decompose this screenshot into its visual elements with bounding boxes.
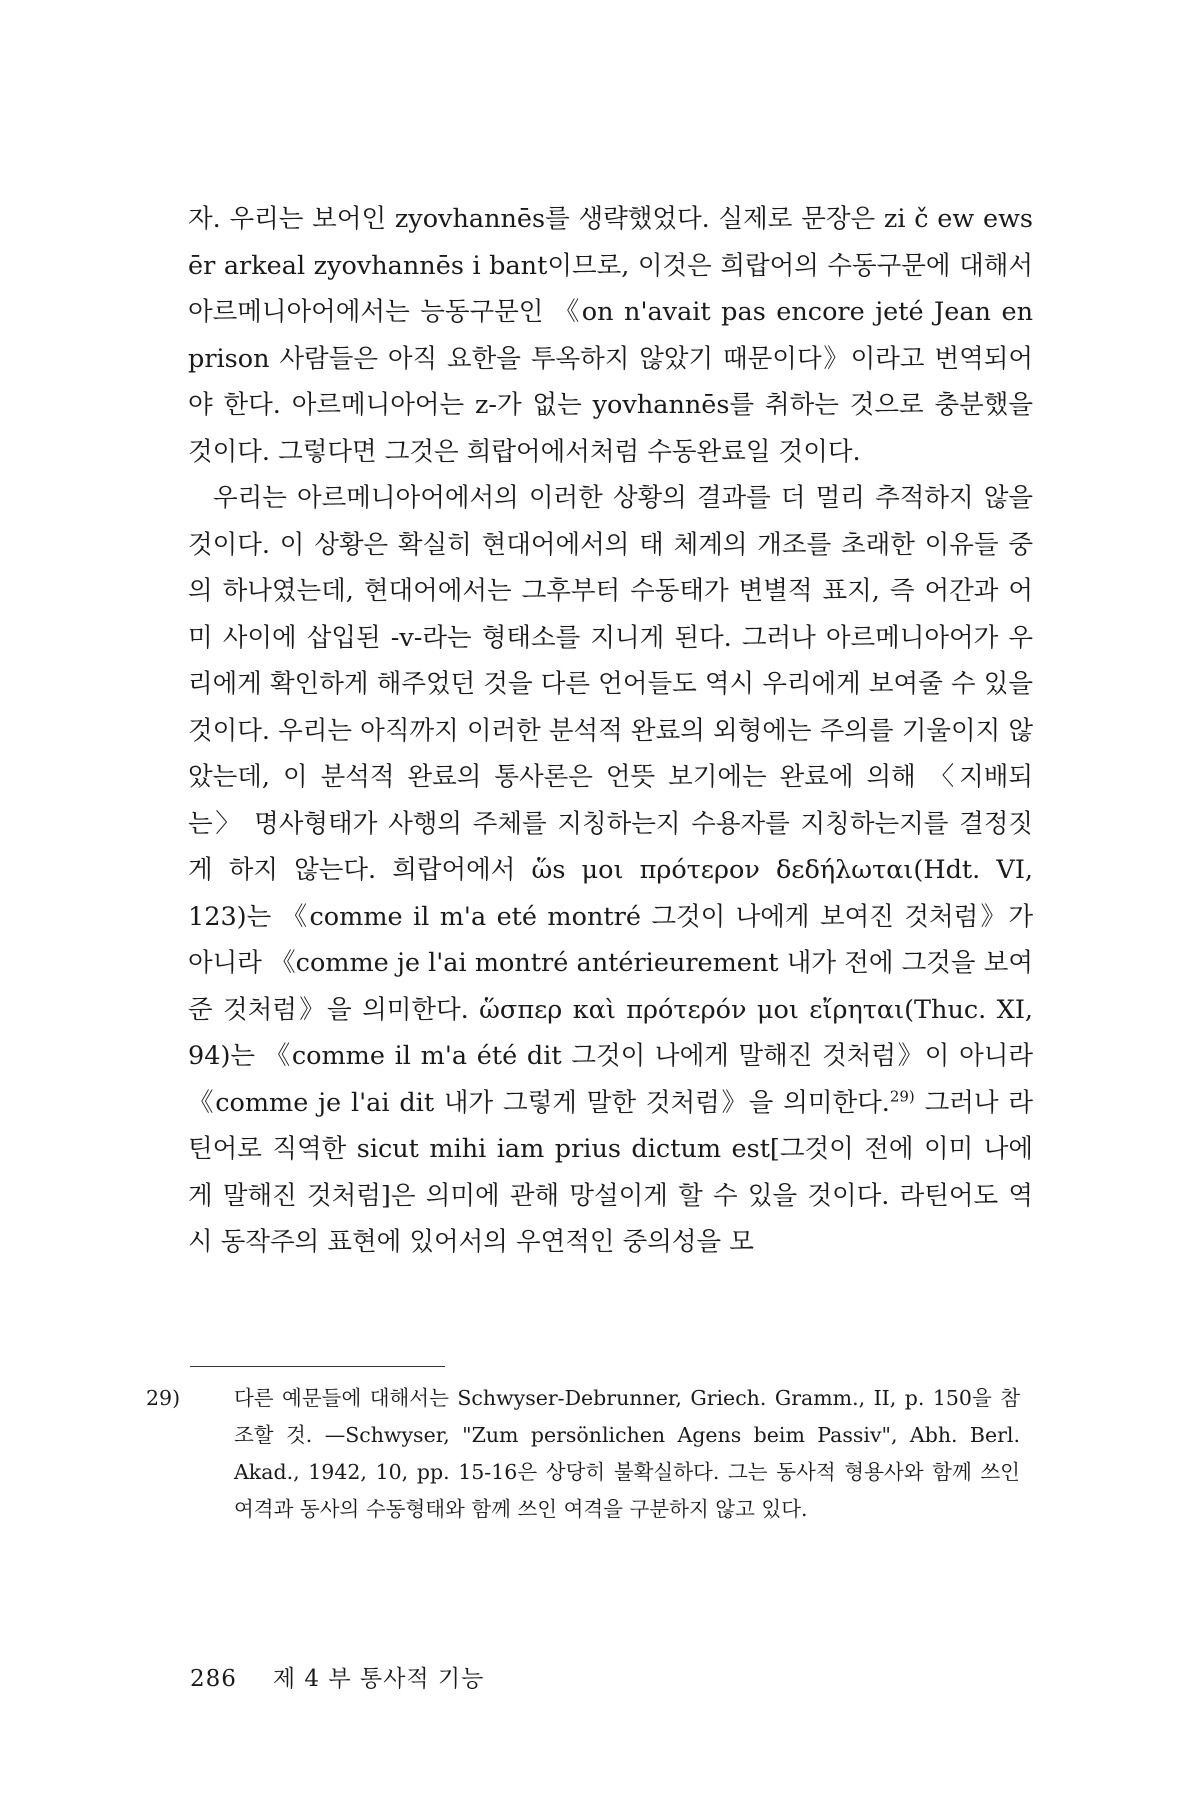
running-footer-section: 제 4 부 통사적 기능 <box>272 1666 485 1692</box>
footnote-number: 29) <box>146 1386 181 1410</box>
paragraph-2-continuation: 그러나 라틴어로 직역한 sicut mihi iam prius dictum est[그것이 전에 이미 나에게 말해진 것처럼]은 의미에 관해 망설이게 할 수 있을 것이다. 라틴어도 역시 동작주의 표현에 있어서의 우연적인 중의성을 모 <box>188 1087 1034 1257</box>
paragraph-1: 자. 우리는 보어인 zyovhannēs를 생략했었다. 실제로 문장은 zi č ew ews ēr arkeal zyovhannēs i bant이므로, 이것은 희랍어의 수동구문에 대해서 아르메니아어에서는 능동구문인 《on n'avait pas encore jeté Jean en prison 사람들은 아직 요한을 투옥하지 않았기 때문이다》이라고 번역되어야 한다. 아르메니아어는 z-가 없는 yovhannēs를 취하는 것으로 충분했을 것이다. 그렇다면 그것은 희랍어에서처럼 수동완료일 것이다. <box>188 204 1033 467</box>
footnote-29 <box>146 1380 1020 1528</box>
page-number: 286 <box>190 1666 237 1692</box>
footnote-text: 다른 예문들에 대해서는 Schwyser-Debrunner, Griech. Gramm., II, p. 150을 참조할 것. —Schwyser, "Zum persönlichen Agens beim Passiv", Abh. Berl. Akad., 1942, 10, pp. 15-16은 상당히 불확실하다. 그는 동사적 형용사와 함께 쓰인 여격과 동사의 수동형태와 함께 쓰인 여격을 구분하지 않고 있다. <box>234 1386 1020 1521</box>
footnote-divider <box>190 1366 445 1367</box>
paragraph-2 <box>188 475 1033 1266</box>
footnote <box>146 1380 1020 1528</box>
page-footer <box>190 1660 484 1693</box>
footnote-reference: 29) <box>889 1087 915 1105</box>
paragraph-2-text: 우리는 아르메니아어에서의 이러한 상황의 결과를 더 멀리 추적하지 않을 것이다. 이 상황은 확실히 현대어에서의 태 체계의 개조를 초래한 이유들 중의 하나였는데, 현대어에서는 그후부터 수동태가 변별적 표지, 즉 어간과 어미 사이에 삽입된 -v-라는 형태소를 지니게 된다. 그러나 아르메니아어가 우리에게 확인하게 해주었던 것을 다른 언어들도 역시 우리에게 보여줄 수 있을 것이다. 우리는 아직까지 이러한 분석적 완료의 외형에는 주의를 기울이지 않았는데, 이 분석적 완료의 통사론은 언뜻 보기에는 완료에 의해 〈지배되는〉 명사형태가 사행의 주체를 지칭하는지 수용자를 지칭하는지를 결정짓게 하지 않는다. 희랍어에서 ὥs μοι πρότερον δεδήλωται(Hdt. VI, 123)는 《comme il m'a eté montré 그것이 나에게 보여진 것처럼》가 아니라 《comme je l'ai montré antérieurement 내가 전에 그것을 보여준 것처럼》을 의미한다. ὥσπερ καὶ πρότερόν μοι εἴρηται(Thuc. XI, 94)는 《comme il m'a été dit 그것이 나에게 말해진 것처럼》이 아니라 《comme je l'ai dit 내가 그렇게 말한 것처럼》을 의미한다. <box>188 483 1033 1118</box>
main-text <box>188 196 1033 1266</box>
